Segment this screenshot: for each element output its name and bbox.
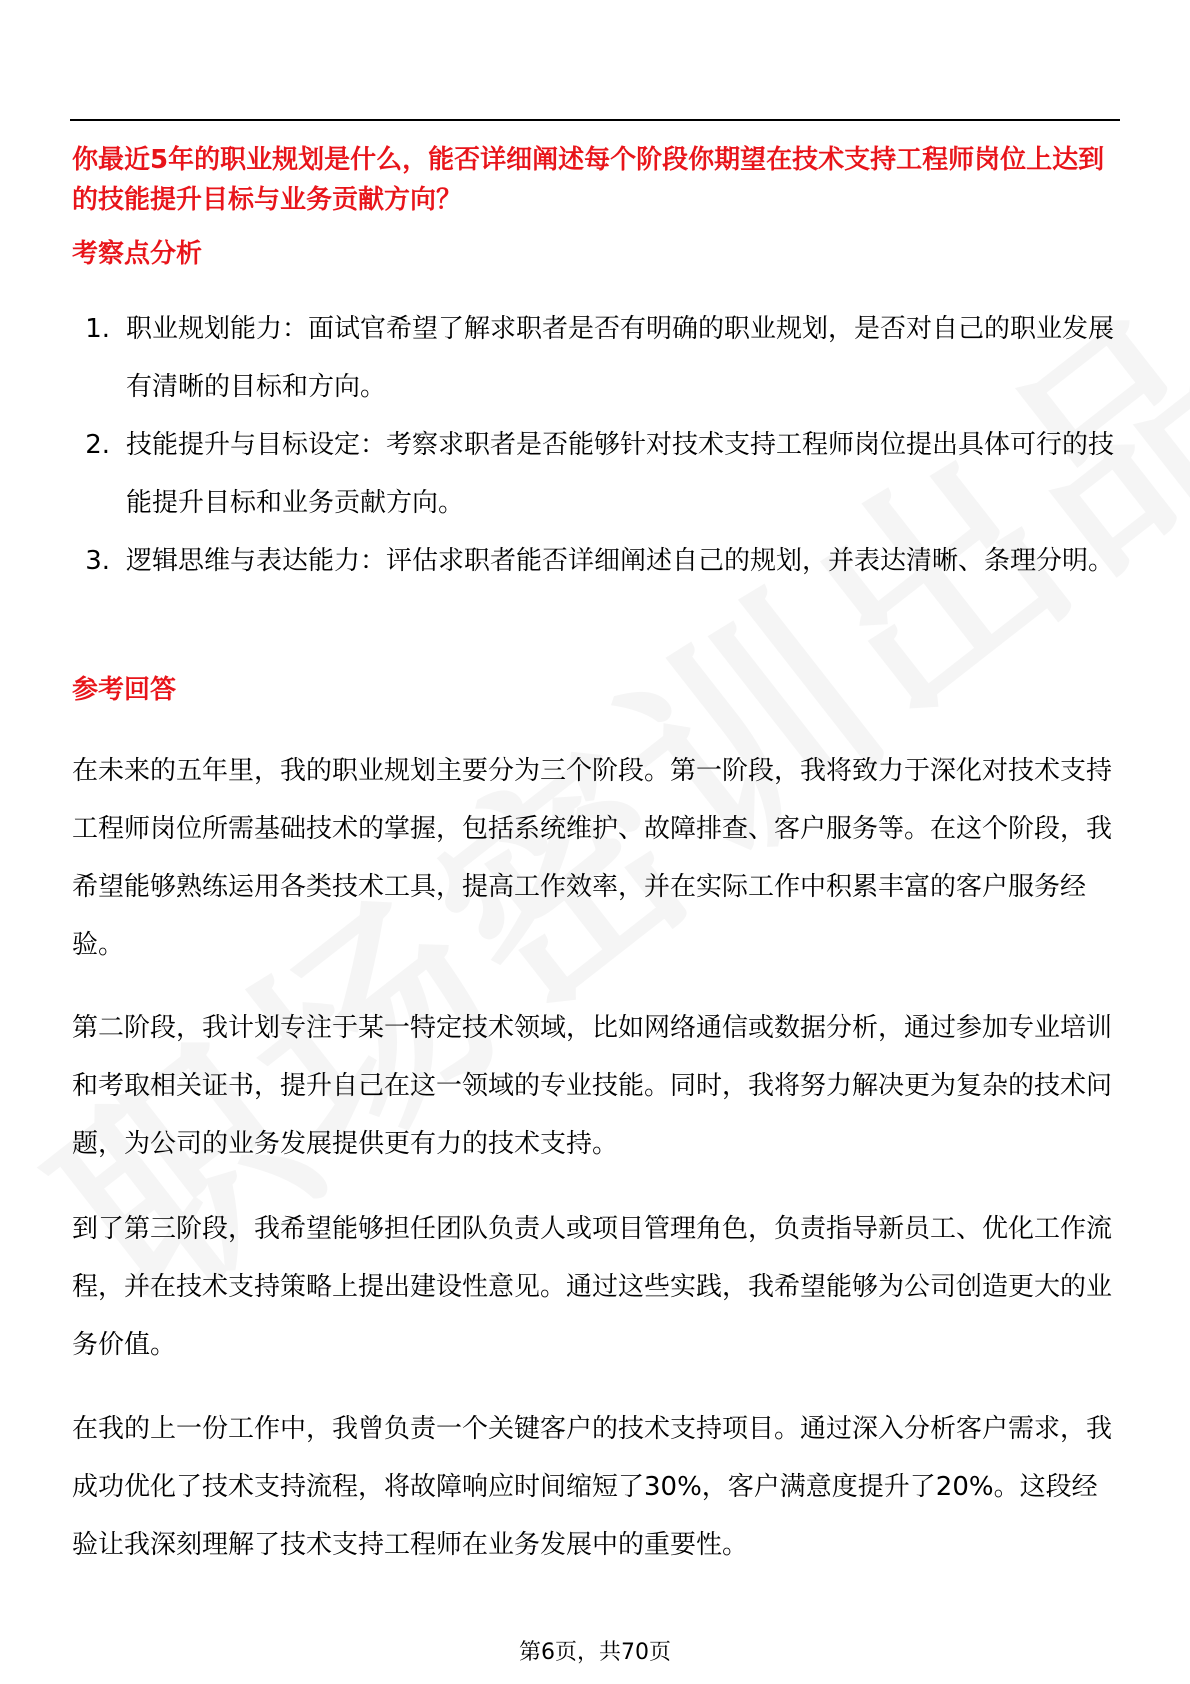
page-number: 第6页，共70页 [519,1640,671,1665]
list-item [72,416,1117,532]
answer-paragraph: 在未来的五年里，我的职业规划主要分为三个阶段。第一阶段，我将致力于深化对技术支持工程师岗位所需基础技术的掌握，包括系统维护、故障排查、客户服务等。在这个阶段，我希望能够熟练运用各类技术工具，提高工作效率，并在实际工作中积累丰富的客户服务经验。 [72,756,1113,960]
analysis-heading: 考察点分析 [72,239,203,269]
list-number: 2. [85,430,110,460]
header-rule [70,119,1120,121]
list-text: 技能提升与目标设定：考察求职者是否能够针对技术支持工程师岗位提出具体可行的技能提升目标和业务贡献方向。 [126,430,1115,518]
analysis-list [72,300,1117,590]
list-text: 职业规划能力：面试官希望了解求职者是否有明确的职业规划，是否对自己的职业发展有清晰的目标和方向。 [126,314,1115,402]
list-item [72,300,1117,416]
list-number: 3. [85,546,110,576]
list-number: 1. [85,314,110,344]
answer-heading: 参考回答 [72,675,177,705]
list-item [72,532,1117,590]
answer-paragraph: 第二阶段，我计划专注于某一特定技术领域，比如网络通信或数据分析，通过参加专业培训和考取相关证书，提升自己在这一领域的专业技能。同时，我将努力解决更为复杂的技术问题，为公司的业务发展提供更有力的技术支持。 [72,1013,1113,1159]
question-title: 你最近5年的职业规划是什么，能否详细阐述每个阶段你期望在技术支持工程师岗位上达到的技能提升目标与业务贡献方向？ [72,145,1105,215]
list-text: 逻辑思维与表达能力：评估求职者能否详细阐述自己的规划，并表达清晰、条理分明。 [126,546,1115,576]
answer-paragraph: 到了第三阶段，我希望能够担任团队负责人或项目管理角色，负责指导新员工、优化工作流程，并在技术支持策略上提出建设性意见。通过这些实践，我希望能够为公司创造更大的业务价值。 [72,1214,1113,1360]
answer-paragraph: 在我的上一份工作中，我曾负责一个关键客户的技术支持项目。通过深入分析客户需求，我成功优化了技术支持流程，将故障响应时间缩短了30%，客户满意度提升了20%。这段经验让我深刻理解了技术支持工程师在业务发展中的重要性。 [72,1414,1113,1560]
